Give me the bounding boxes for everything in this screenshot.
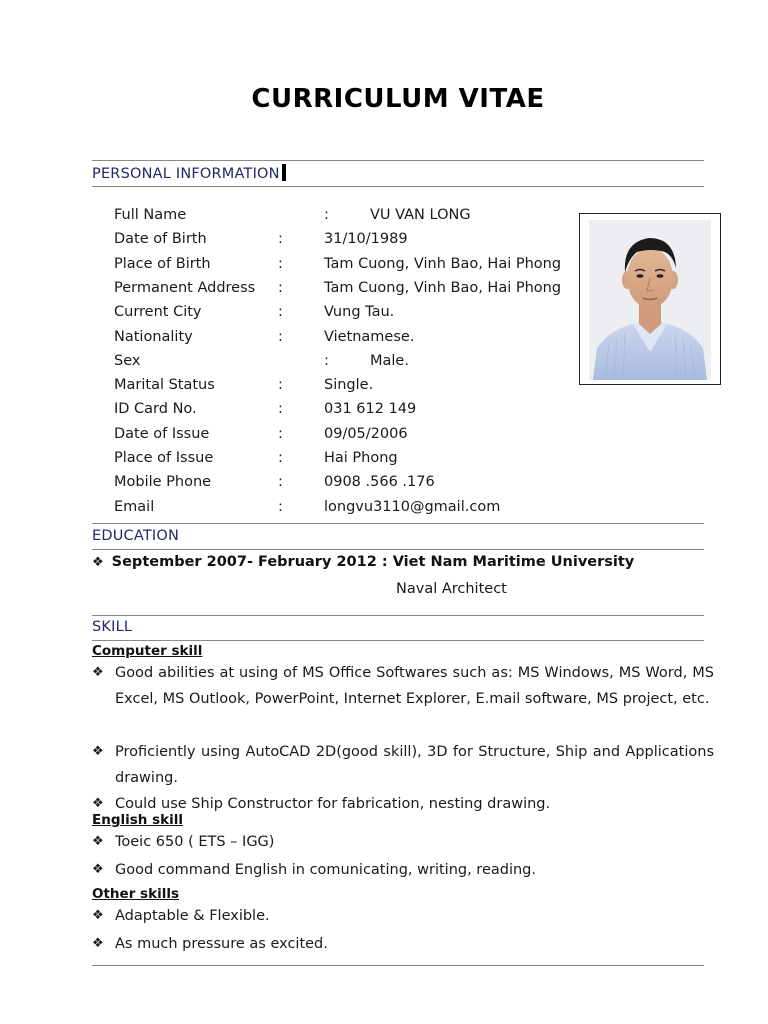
label-current-city: Current City [114, 304, 202, 320]
subheading-other-skills: Other skills [92, 886, 179, 902]
colon: : [278, 256, 283, 272]
text-cursor [282, 164, 286, 181]
label-sex: Sex [114, 353, 141, 369]
colon: : [278, 231, 283, 247]
value-date-of-issue: 09/05/2006 [324, 426, 408, 442]
computer-skill-text: Good abilities at using of MS Office Softwares such as: MS Windows, MS Word, MS Excel, MS Outlook, PowerPoint, Internet Explorer, E.mail software, MS project, etc. [115, 665, 714, 707]
diamond-bullet-icon: ❖ [92, 744, 104, 759]
diamond-bullet-icon: ❖ [92, 834, 104, 849]
label-date-of-issue: Date of Issue [114, 426, 210, 442]
value-mobile-phone: 0908 .566 .176 [324, 474, 435, 490]
diamond-bullet-icon: ❖ [92, 555, 104, 570]
colon: : [278, 426, 283, 442]
diamond-bullet-icon: ❖ [92, 862, 104, 877]
colon: : [278, 280, 283, 296]
other-skill-text: As much pressure as excited. [115, 936, 328, 952]
section-heading-personal [92, 164, 286, 182]
label-nationality: Nationality [114, 329, 193, 345]
colon: : [278, 401, 283, 417]
divider [92, 640, 704, 641]
label-mobile-phone: Mobile Phone [114, 474, 212, 490]
education-entry-text: September 2007- February 2012 : Viet Nam Maritime University [111, 554, 635, 570]
subheading-computer-skill: Computer skill [92, 643, 203, 659]
label-full-name: Full Name [114, 207, 187, 223]
english-skill-text: Good command English in comunicating, writing, reading. [115, 862, 536, 878]
value-place-of-birth: Tam Cuong, Vinh Bao, Hai Phong [324, 256, 562, 272]
label-place-of-birth: Place of Birth [114, 256, 211, 272]
colon: : [278, 304, 283, 320]
document-title: CURRICULUM VITAE [251, 84, 545, 114]
colon: : [278, 499, 283, 515]
value-sex: Male. [370, 353, 409, 369]
profile-photo-image [589, 220, 711, 380]
subheading-english-skill: English skill [92, 812, 183, 828]
value-marital-status: Single. [324, 377, 374, 393]
computer-skill-text: Could use Ship Constructor for fabrication, nesting drawing. [115, 796, 551, 812]
colon: : [278, 450, 283, 466]
value-current-city: Vung Tau. [324, 304, 395, 320]
section-heading-skill: SKILL [92, 619, 133, 635]
list-item [92, 829, 714, 855]
other-skill-text: Adaptable & Flexible. [115, 908, 270, 924]
value-place-of-issue: Hai Phong [324, 450, 398, 466]
colon: : [324, 207, 329, 223]
divider [92, 160, 704, 161]
diamond-bullet-icon: ❖ [92, 796, 104, 811]
list-item [92, 903, 714, 929]
label-marital-status: Marital Status [114, 377, 215, 393]
colon: : [324, 353, 329, 369]
list-item [92, 931, 714, 957]
value-date-of-birth: 31/10/1989 [324, 231, 408, 247]
diamond-bullet-icon: ❖ [92, 665, 104, 680]
computer-skill-text: Proficiently using AutoCAD 2D(good skill), 3D for Structure, Ship and Applications drawing. [115, 744, 714, 786]
profile-photo [579, 213, 721, 385]
label-email: Email [114, 499, 155, 515]
divider [92, 615, 704, 616]
colon: : [278, 474, 283, 490]
colon: : [278, 377, 283, 393]
list-item [92, 660, 714, 712]
section-heading-education: EDUCATION [92, 528, 180, 544]
divider [92, 523, 704, 524]
value-id-card: 031 612 149 [324, 401, 417, 417]
label-place-of-issue: Place of Issue [114, 450, 214, 466]
portrait-icon [589, 220, 711, 380]
divider [92, 186, 704, 187]
divider [92, 549, 704, 550]
english-skill-text: Toeic 650 ( ETS – IGG) [115, 834, 275, 850]
diamond-bullet-icon: ❖ [92, 908, 104, 923]
list-item [92, 857, 714, 883]
label-date-of-birth: Date of Birth [114, 231, 207, 247]
education-entry [92, 554, 634, 570]
diamond-bullet-icon: ❖ [92, 936, 104, 951]
section-heading-personal-text: PERSONAL INFORMATION [92, 166, 280, 182]
education-degree: Naval Architect [396, 581, 507, 597]
value-permanent-address: Tam Cuong, Vinh Bao, Hai Phong [324, 280, 562, 296]
list-item [92, 791, 714, 817]
label-id-card: ID Card No. [114, 401, 197, 417]
colon: : [278, 329, 283, 345]
value-full-name: VU VAN LONG [370, 207, 471, 223]
list-item [92, 739, 714, 791]
value-email: longvu3110@gmail.com [324, 499, 501, 515]
value-nationality: Vietnamese. [324, 329, 415, 345]
divider [92, 965, 704, 966]
label-permanent-address: Permanent Address [114, 280, 256, 296]
